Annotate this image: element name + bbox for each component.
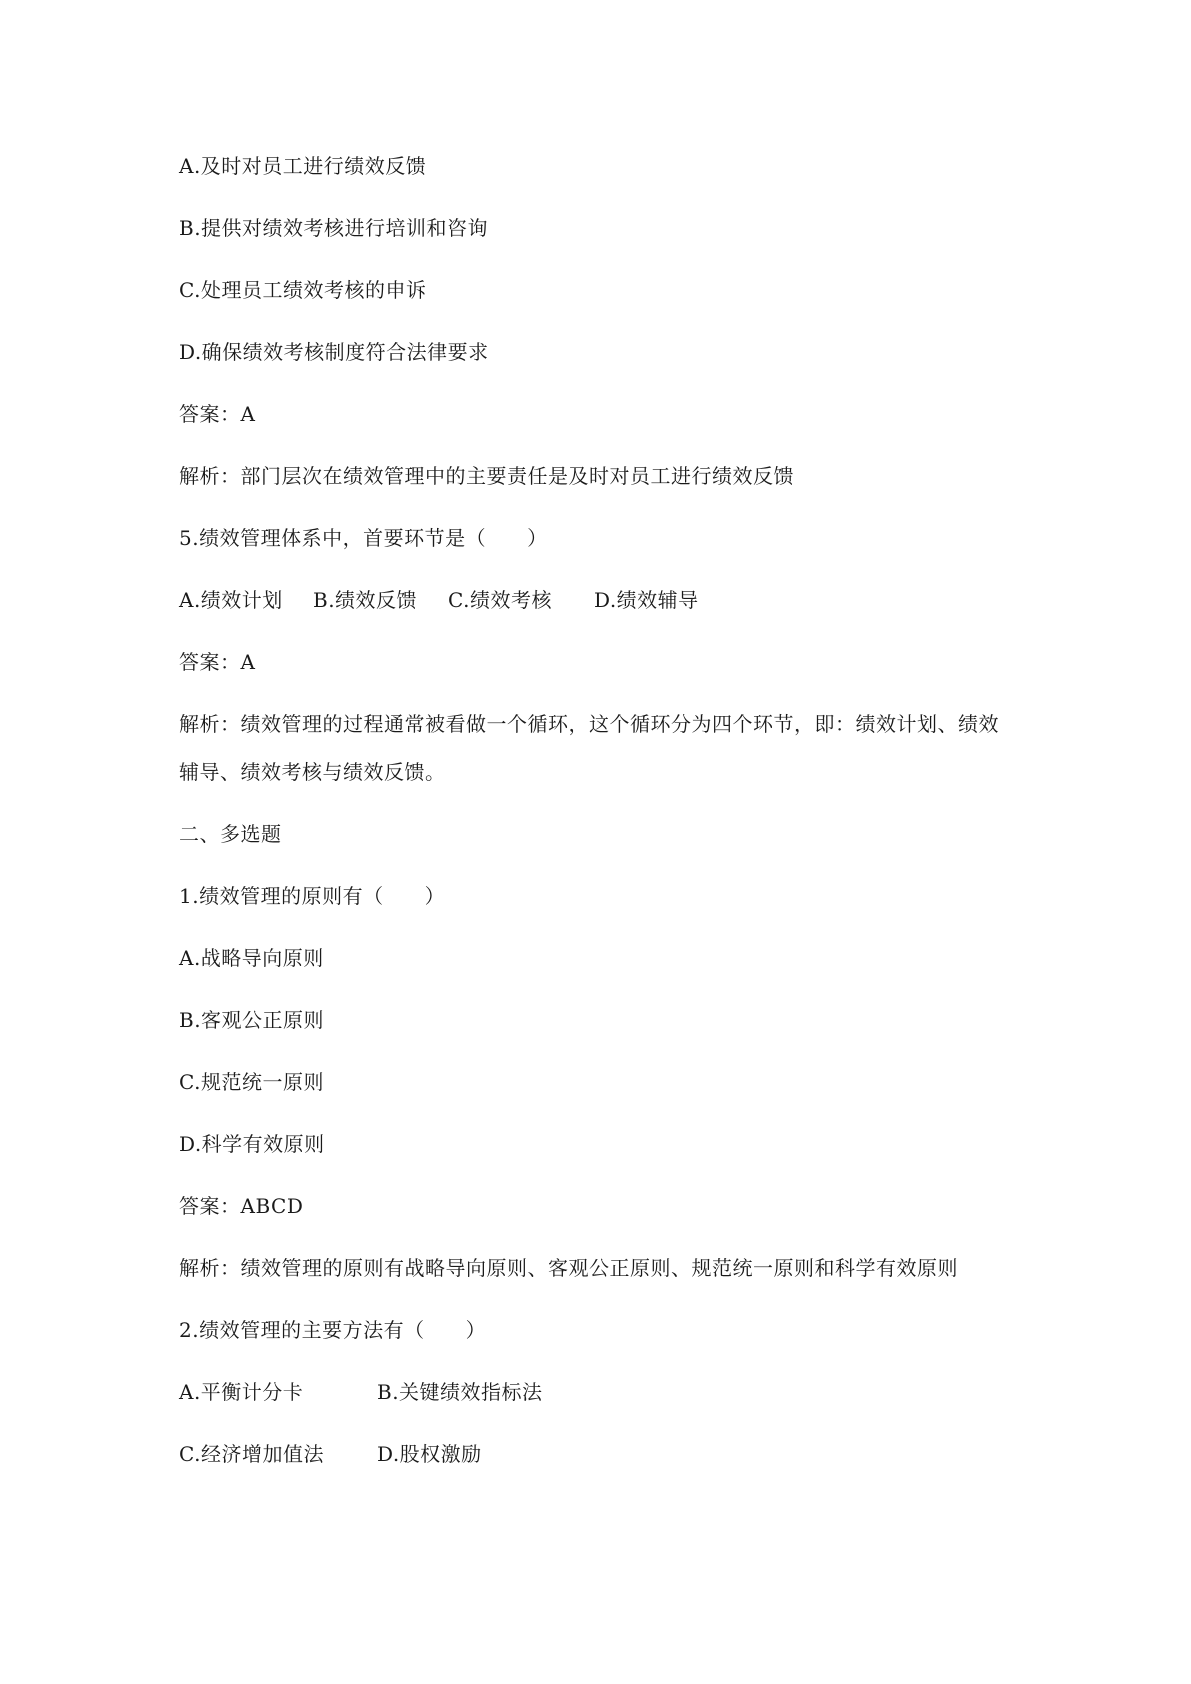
q5-option-a: A.绩效计划 <box>179 588 283 612</box>
q4-option-b: B.提供对绩效考核进行培训和咨询 <box>179 216 489 240</box>
mq1-option-c: C.规范统一原则 <box>179 1070 324 1094</box>
mq1-analysis: 解析：绩效管理的原则有战略导向原则、客观公正原则、规范统一原则和科学有效原则 <box>179 1256 958 1280</box>
q5-option-b: B.绩效反馈 <box>313 588 418 612</box>
q5-option-d: D.绩效辅导 <box>594 588 699 612</box>
q4-answer: 答案：A <box>179 402 256 426</box>
mq2-option-c: C.经济增加值法 <box>179 1442 324 1466</box>
mq1-answer: 答案：ABCD <box>179 1194 304 1218</box>
mq2-option-b: B.关键绩效指标法 <box>377 1380 543 1404</box>
q4-option-d: D.确保绩效考核制度符合法律要求 <box>179 340 489 364</box>
q4-option-c: C.处理员工绩效考核的申诉 <box>179 278 427 302</box>
section-heading: 二、多选题 <box>179 822 282 846</box>
mq1-question: 1.绩效管理的原则有（ ） <box>179 884 446 908</box>
mq2-option-d: D.股权激励 <box>377 1442 482 1466</box>
q5-analysis-line-2: 辅导、绩效考核与绩效反馈。 <box>179 760 446 784</box>
q5-option-c: C.绩效考核 <box>448 588 552 612</box>
mq2-option-a: A.平衡计分卡 <box>179 1380 304 1404</box>
mq2-question: 2.绩效管理的主要方法有（ ） <box>179 1318 487 1342</box>
q5-question: 5.绩效管理体系中，首要环节是（ ） <box>179 526 548 550</box>
mq1-option-a: A.战略导向原则 <box>179 946 324 970</box>
q4-option-a: A.及时对员工进行绩效反馈 <box>179 154 427 178</box>
q5-answer: 答案：A <box>179 650 256 674</box>
mq1-option-b: B.客观公正原则 <box>179 1008 325 1032</box>
q5-analysis-line-1: 解析：绩效管理的过程通常被看做一个循环，这个循环分为四个环节，即：绩效计划、绩效 <box>179 712 999 736</box>
q4-analysis: 解析：部门层次在绩效管理中的主要责任是及时对员工进行绩效反馈 <box>179 464 794 488</box>
mq1-option-d: D.科学有效原则 <box>179 1132 325 1156</box>
